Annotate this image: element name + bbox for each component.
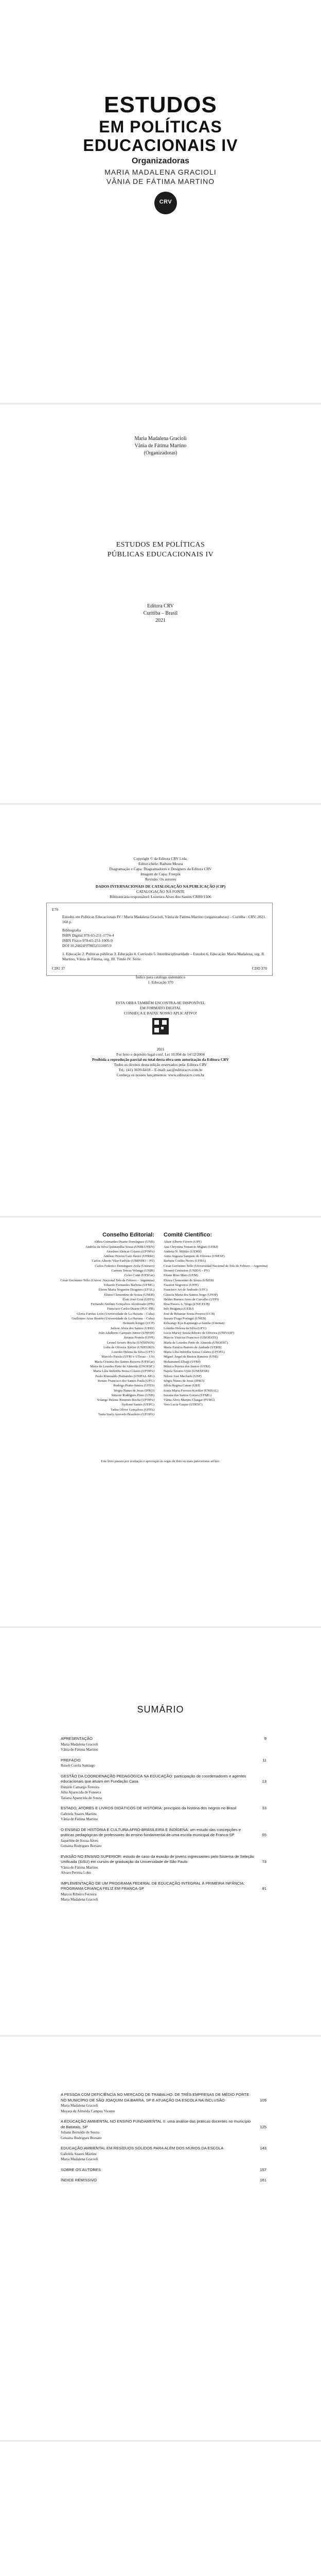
summary-entry-title: A EDUCAÇÃO AMBIENTAL NO ENSINO FUNDAMENTAL II: uma análise das práticas docentes no município de Batatais, SP xyxy=(61,2119,251,2129)
scientific-member: Mônica Pereira dos Santos (UFRJ) xyxy=(164,1365,210,1369)
summary-entry-author: Genaina Rodrigues Borsato xyxy=(61,1844,102,1848)
title-city: Curitiba – Brasil xyxy=(143,611,178,616)
cover-title-line1: ESTUDOS xyxy=(104,92,217,117)
scientific-member: Francisco Ari de Andrade (UFC) xyxy=(164,1288,208,1292)
index-title: Índice para catálogo sistemático xyxy=(135,975,186,979)
scientific-member: Gláucia Maria dos Santos Jorge (UFOP) xyxy=(164,1293,218,1297)
summary-entry-author: Alvaro Pereira Lobo xyxy=(61,1871,92,1875)
catalog-isbn-1: ISBN Digital 978-65-251-1774-4 xyxy=(62,933,114,938)
summary-entry-author: Vânia de Fátima Martino xyxy=(61,1817,98,1821)
editorial-member: Tadeu Oliver Gonçalves (UFPA) xyxy=(110,1408,154,1412)
scientific-member: Maria Eurácia Barreto de Andrade (UFRB) xyxy=(164,1345,222,1349)
scientific-member: Diosnel Centurion (UNIDA – PY) xyxy=(164,1269,210,1273)
summary-entry-author: Maria Madalena Gracioli xyxy=(61,2157,98,2161)
scientific-member: Silvia Regina Canan (URI) xyxy=(164,1384,200,1388)
scientific-member: Altair Alberto Fávero (UPF) xyxy=(164,1240,202,1244)
editorial-member: Elizeu Clementino de Souza (UNEB) xyxy=(104,1293,154,1297)
summary-entry-title: A PESSOA COM DEFICIÊNCIA NO MERCADO DE TRABALHO: DE TRÊS EMPRESAS DE MÉDIO PORTE NO MUNICÍPIO DE SÃO JOAQUIM DA BARRA, SP E ATUAÇÃO DA ESCOLA NA INCLUSÃO xyxy=(61,2092,249,2103)
scientific-member: Lucia Marisy Souza Ribeiro de Oliveira (UNIVASF) xyxy=(164,1331,235,1335)
summary-entry-page: 73 xyxy=(262,1859,266,1864)
summary-entry[interactable] xyxy=(61,1854,266,1876)
scientific-member: Vânia Alves Martins Chaigar (FURG) xyxy=(164,1398,215,1402)
editorial-member: Simone Rodrigues Pinto (UNB) xyxy=(111,1393,154,1397)
summary-entry[interactable] xyxy=(61,1806,266,1822)
editorial-member: Aldira Guimarães Duarte Domínguez (UNB) xyxy=(94,1240,154,1244)
cover-organizer-2: VÂNIA DE FÁTIMA MARTINO xyxy=(106,177,215,185)
summary-entry-author: Júlia Aparecida de Fonseca xyxy=(61,1790,101,1794)
title-author-2: Vânia de Fátima Martino xyxy=(134,443,187,449)
scientific-member: Lourdes Helena da Silva (UFV) xyxy=(164,1326,207,1330)
summary-entry-title: O ENSINO DE HISTÓRIA E CULTURA AFRO-BRASILEIRA E INDÍGENA: um estudo das concepções e práticas pedagógicas de professores do ensino fundamental de uma escola municipal de Franca-SP xyxy=(61,1827,241,1837)
editorial-member: Carmen Tereza Velanga (UNIR) xyxy=(111,1269,154,1273)
summary-entry-author: Jaqueline de Sousa Alves xyxy=(61,1838,98,1843)
summary-entry[interactable] xyxy=(61,1827,266,1849)
legal-line-3: Todos os direitos desta edição reservados pela: Editora CRV xyxy=(114,1062,207,1067)
summary-entry-page: 13 xyxy=(262,1779,266,1784)
summary-entry-author: Daniele Camargo Ferreira xyxy=(61,1785,99,1789)
catalog-cdu: CDU 37 xyxy=(52,966,65,971)
catalog-subtitle: CATALOGAÇÃO NA FONTE xyxy=(136,889,185,894)
editorial-member: Maria Lília Imbiriba Sousa Colares (UFOPA) xyxy=(93,1369,154,1374)
summary-entry-page: 55 xyxy=(262,1833,266,1837)
scientific-member: Eliane Rose Maio (UEM) xyxy=(164,1274,198,1278)
summary-entry[interactable] xyxy=(61,1881,266,1903)
editorial-member: Leonel Severo Rocha (UNISINOS) xyxy=(106,1341,154,1345)
editorial-member: Fernando Antônio Gonçalves Alcoforado (IPB) xyxy=(91,1302,154,1307)
summary-entry-author: Vânia de Fátima Martino xyxy=(61,1865,98,1870)
summary-entry[interactable] xyxy=(61,2146,266,2162)
copyright-page xyxy=(0,805,321,1216)
summary-entry-author: Mayara de Almeida Campos Vicente xyxy=(61,2109,115,2113)
catalog-subjects: 1. Educação 2. Políticas públicas 3. Educação 4. Currículo 5. Interdisciplinaridade – Estudos 6. Educação. Maria Madalena, org. II. Martino, Vânia de Fátima, org. III. Título IV. Série. xyxy=(62,952,265,961)
scientific-member: Kilwangy Kya Kapitango-a-Samba (Unemat) xyxy=(164,1321,225,1326)
editorial-member: Celso Conti (UFSCar) xyxy=(124,1274,154,1278)
summary-entry[interactable] xyxy=(61,2092,266,2114)
editorial-member: João Adalberto Campato Junior (UNESP) xyxy=(98,1331,154,1335)
summary-entry-title: GESTÃO DA COORDENAÇÃO PEDAGÓGICA NA EDUCAÇÃO: participação de coordenadores e agentes educacionais que atuam em Fundação Casa xyxy=(61,1773,246,1784)
scientific-member: Vera Lucia Gaspar (UDESC) xyxy=(164,1403,203,1407)
copyright-year: 2021 xyxy=(156,1047,165,1052)
editorial-member: Elione Maria Nogueira Diogenes (UFAL) xyxy=(98,1288,154,1292)
summary-entry[interactable] xyxy=(61,2167,266,2173)
summary-entry-author: Maria Madalena Gracioli xyxy=(61,1742,98,1747)
summary-entry-title: EVASÃO NO ENSINO SUPERIOR: estudo de caso da evasão de jovens ingressantes pelo Sistema de Seleção Unificada (SiSU) em cursos de graduação da Universidade de São Paulo xyxy=(61,1854,254,1864)
editorial-member: Paulo Romualdo Hernandes (UNIFAL-MG) xyxy=(95,1374,154,1378)
summary-entry-author: Tatiana Aparecida de Souza xyxy=(61,1795,102,1800)
scientific-member: Maria Lília Imbiriba Sousa Colares (UFOPA) xyxy=(164,1350,225,1354)
copyright-line-1: Copyright © da Editora CRV Ltda. xyxy=(133,856,188,861)
scientific-committee xyxy=(164,1233,277,1408)
scientific-member: Barbara Coelho Neves (UFBA) xyxy=(164,1259,206,1263)
summary-entry-author: Gabriela Soares Martins xyxy=(61,2151,97,2156)
summary-entry-title: IMPLEMENTAÇÃO DE UM PROGRAMA FEDERAL DE EDUCAÇÃO INTEGRAL À PRIMEIRA INFÂNCIA: PROGRAMA CRIANÇA FELIZ EM FRANCA-SP xyxy=(61,1880,245,1891)
summary-entry-page: 11 xyxy=(262,1757,266,1762)
scientific-member: Maria de Lourdes Pinto de Almeida (UNOESC) xyxy=(164,1341,228,1345)
editorial-member: Andréia da Silva Quintanilha Sousa (UNIR/UFRN) xyxy=(85,1245,154,1249)
editorial-member: Jailson Alves dos Santos (UFRJ) xyxy=(110,1326,154,1330)
summary-title: SUMÁRIO xyxy=(137,1704,184,1715)
digital-line-2: EM FORMATO DIGITAL xyxy=(139,1006,182,1010)
scientific-member: Anna Augusta Sampaio de Oliveira (UNESP) xyxy=(164,1255,225,1259)
editorial-member: Maria Cristina dos Santos Bezerra (UFSCar) xyxy=(94,1360,154,1364)
qr-code-icon xyxy=(152,1018,169,1035)
scientific-member: Nilson José Machado (USP) xyxy=(164,1374,202,1378)
summary-entry[interactable] xyxy=(61,1736,266,1753)
legal-line-2: Proibida a reprodução parcial ou total desta obra sem autorização da Editora CRV xyxy=(92,1057,229,1062)
scientific-member: José de Ribamar Sousa Pereira (UCB) xyxy=(164,1312,215,1316)
cover-page xyxy=(0,0,321,403)
council-note: Este livro passou por avaliação e aprovação às cegas de dois ou mais pareceristas ad hoc. xyxy=(101,1460,220,1463)
summary-entry-author: Gabriela Soares Martins xyxy=(61,1811,97,1816)
summary-entry-page: 91 xyxy=(262,1886,266,1891)
crv-logo: CRV xyxy=(154,192,177,214)
title-page xyxy=(0,404,321,803)
editorial-member: Renato Francisco dos Santos Paula (UFG) xyxy=(98,1379,154,1383)
scientific-member: Cesar Gerónimo Tello (Universidad Nacional de Três de Febrero – Argentina) xyxy=(164,1264,268,1268)
cover-organizer-1: MARIA MADALENA GRACIOLI xyxy=(104,168,217,176)
summary-page-1 xyxy=(0,1628,321,2035)
copyright-line-5: Revisão: Os autores xyxy=(145,877,176,882)
copyright-line-2: Editor-chefe: Railson Moura xyxy=(138,861,183,866)
title-year: 2021 xyxy=(155,618,166,623)
title-author-1: Maria Madalena Gracioli xyxy=(134,436,187,442)
summary-entry-author: Juliana Bertoldo de Souza xyxy=(61,2130,100,2134)
summary-entry-title: ÍNDICE REMISSIVO xyxy=(61,2178,97,2182)
summary-entry-author: Maria Madalena Gracioli xyxy=(61,1897,98,1902)
scientific-member: Suzana dos Santos Gomes (UFMG) xyxy=(164,1393,212,1397)
summary-entry-author: Marcos Ribeiro Ferreira xyxy=(61,1892,97,1896)
index-entry: 1. Educação 370 xyxy=(148,980,173,985)
editorial-member: Sydione Santos (UEPG) xyxy=(121,1403,154,1407)
editorial-member: Antônio Pereira Gaio Júnior (UFRRJ) xyxy=(103,1255,154,1259)
summary-entry-author: Maria Madalena Gracioli xyxy=(61,2104,98,2108)
summary-entry[interactable] xyxy=(61,2119,266,2141)
cover-title-line3: EDUCACIONAIS IV xyxy=(83,136,238,155)
editorial-member: Eduardo Fernandes Barbosa (UFMG) xyxy=(103,1283,154,1287)
editorial-council-title: Conselho Editorial: xyxy=(102,1232,154,1238)
summary-entry-title: APRESENTAÇÃO xyxy=(61,1736,93,1741)
editorial-member: Gloria Fariñas León (Universidade de La Havana – Cuba) xyxy=(77,1312,154,1316)
editorial-member: Sérgio Nunes de Jesus (IFRO) xyxy=(114,1388,154,1393)
copyright-line-3: Diagramação e Capa: Diagramadores e Designers da Editora CRV xyxy=(109,867,212,871)
editorial-council xyxy=(51,1233,154,1417)
catalog-bibliography: Bibliografia xyxy=(62,928,81,933)
scientific-member: Najela Tavares Ujiie (UNESPAR) xyxy=(164,1369,209,1374)
editorial-member: Marcelo Paixão (UFRJ e UTexas – US) xyxy=(101,1355,154,1359)
summary-entry-page: 125 xyxy=(260,2124,266,2129)
scientific-member: Fauston Negreiros (UFPI) xyxy=(164,1283,199,1287)
legal-line-4: Tel.: (41) 3039-6418 – E-mail: sac@editoracrv.com.br xyxy=(118,1067,203,1072)
catalog-title: DADOS INTERNACIONAIS DE CATALOGAÇÃO NA PUBLICAÇÃO (CIP) xyxy=(95,884,226,889)
catalog-cdd: CDD 370 xyxy=(252,966,267,971)
catalog-doi: DOI 10.24824/978652511005.9 xyxy=(62,943,112,948)
scientific-member: Sérgio Nunes de Jesus (IFRO) xyxy=(164,1379,204,1383)
summary-entry-page: 161 xyxy=(260,2178,266,2182)
cover-organizers-label: Organizadoras xyxy=(131,157,190,165)
scientific-member: Jussara Fraga Portugal (UNEB) xyxy=(164,1317,206,1321)
scientific-member: Ana Chrystina Venancio Mignot (UERJ) xyxy=(164,1245,218,1249)
scientific-committee-title: Comitê Científico: xyxy=(164,1232,212,1238)
scientific-member: Andréia N. Militão (UEMS) xyxy=(164,1249,202,1253)
editorial-member: Cesar Gerónimo Tello (Univer .Nacional Três de Febrero – Argentina) xyxy=(60,1278,154,1282)
legal-line-1: Foi feito o depósito legal conf. Lei 10.994 de 14/12/2004 xyxy=(116,1052,205,1057)
scientific-member: Marcos Vinicius Francisco (UNOESTE) xyxy=(164,1336,218,1340)
editorial-member: Guillermo Arias Beatón (Universidade de La Havana – Cuba) xyxy=(72,1317,154,1321)
catalog-card xyxy=(46,903,273,976)
catalog-isbn-2: ISBN Físico 978-65-251-1005-9 xyxy=(62,938,113,943)
title-role: (Organizadoras) xyxy=(144,450,177,456)
blank-page xyxy=(0,2442,321,2576)
cover-title-line2: EM POLÍTICAS xyxy=(99,117,222,136)
scientific-member: Sonia Maria Ferreira Koehler (UNISAL) xyxy=(164,1388,219,1393)
summary-entry-title: EDUCAÇÃO AMBIENTAL EM RESÍDUOS SÓLIDOS PARA ALÉM DOS MUROS DA ESCOLA xyxy=(61,2146,224,2150)
copyright-line-4: Imagem de Capa: Freepik xyxy=(140,872,181,876)
catalog-librarian: Bibliotecária responsável: Luzenira Alves dos Santos CRB9/1506 xyxy=(110,894,211,899)
summary-entry-page: 109 xyxy=(260,2097,266,2103)
editorial-member: Maria de Lourdes Pinto de Almeida (UNOESC) xyxy=(90,1365,154,1369)
summary-page-2 xyxy=(0,2037,321,2440)
editorial-member: Carlos Alberto Vilar Estêvão (UMINHO – PT) xyxy=(92,1259,154,1263)
summary-entry-title: ESTADO, ATORES E LIVROS DIDÁTICOS DE HISTÓRIA: princípios da história dos negros no Brasil xyxy=(61,1806,237,1810)
scientific-member: Helder Buenos Aires de Carvalho (UFPI) xyxy=(164,1297,219,1301)
title-publisher: Editora CRV xyxy=(147,603,174,609)
summary-list-1 xyxy=(61,1736,266,1908)
title-line-1: ESTUDOS EM POLÍTICAS xyxy=(116,541,205,549)
scientific-member: Míguel Ángel de Bustos Ramírez (UNE) xyxy=(164,1355,219,1359)
title-line-2: PÚBLICAS EDUCACIONAIS IV xyxy=(107,551,214,558)
summary-entry-author: Vânia de Fátima Martino xyxy=(61,1748,98,1752)
catalog-code: E79 xyxy=(52,907,59,912)
summary-entry-page: 143 xyxy=(260,2146,266,2150)
scientific-member: Ilma Passos A. Veiga (UNICEUB) xyxy=(164,1302,210,1307)
summary-list-2 xyxy=(61,2092,266,2189)
summary-entry[interactable] xyxy=(61,1774,266,1801)
digital-line-1: ESTA OBRA TAMBÉM ENCONTRA-SE DISPONÍVEL xyxy=(115,1001,206,1005)
summary-entry-page: 157 xyxy=(260,2167,266,2172)
editorial-member: Solange Helena Ximenes-Rocha (UFOPA) xyxy=(97,1398,154,1402)
editorial-member: Rodrigo Pratte-Santos (UFES) xyxy=(113,1384,154,1388)
summary-entry-page: 33 xyxy=(262,1806,266,1810)
editorial-member: Francisco Carlos Duarte (PUC-PR) xyxy=(107,1307,154,1311)
summary-entry-author: Genaina Rodrigues Borsato xyxy=(61,2136,102,2140)
editorial-member: Helmuth Krüger (UCP) xyxy=(122,1321,154,1326)
digital-line-3: CONHEÇA E BAIXE NOSSO APLICATIVO! xyxy=(124,1011,197,1015)
catalog-entry: Estudos em Políticas Educacionais IV / Maria Madalena Gracioli, Vânia de Fátima Martino (organizadoras) – Curitiba : CRV, 2021. 168 p. xyxy=(62,914,266,924)
editorial-member: Anselmo Alencar Colares (UFOPA) xyxy=(106,1249,154,1253)
council-page xyxy=(0,1217,321,1626)
summary-entry[interactable] xyxy=(61,2178,266,2183)
summary-entry-page: 9 xyxy=(264,1736,266,1741)
editorial-member: Élsio José Corá (UFFS) xyxy=(122,1297,154,1301)
scientific-member: Mohammed Elhajji (UFRJ) xyxy=(164,1360,201,1364)
editorial-member: Tania Suely Azevedo Brasileiro (UFOPA) xyxy=(98,1412,154,1416)
summary-entry-author: Roseli Corrêa Santiago xyxy=(61,1764,95,1768)
scientific-member: Elizeu Clementino de Souza (UNEB) xyxy=(164,1278,214,1282)
scientific-member: Inês Bragança (UERJ) xyxy=(164,1307,194,1311)
legal-line-5: Conheça os nossos lançamentos: www.editoracrv.com.br xyxy=(116,1073,205,1077)
summary-entry[interactable] xyxy=(61,1758,266,1769)
summary-entry-title: PREFÁCIO xyxy=(61,1757,81,1762)
editorial-member: Lourdes Helena da Silva (UFV) xyxy=(111,1350,154,1354)
editorial-member: Josania Portela (UFPI) xyxy=(123,1336,154,1340)
summary-entry-title: SOBRE OS AUTORES xyxy=(61,2167,101,2172)
editorial-member: Lídia de Oliveira Xavier (UNIEURO) xyxy=(103,1345,154,1349)
editorial-member: Carlos Federico Dominguez Avila (Unieuro) xyxy=(95,1264,154,1268)
